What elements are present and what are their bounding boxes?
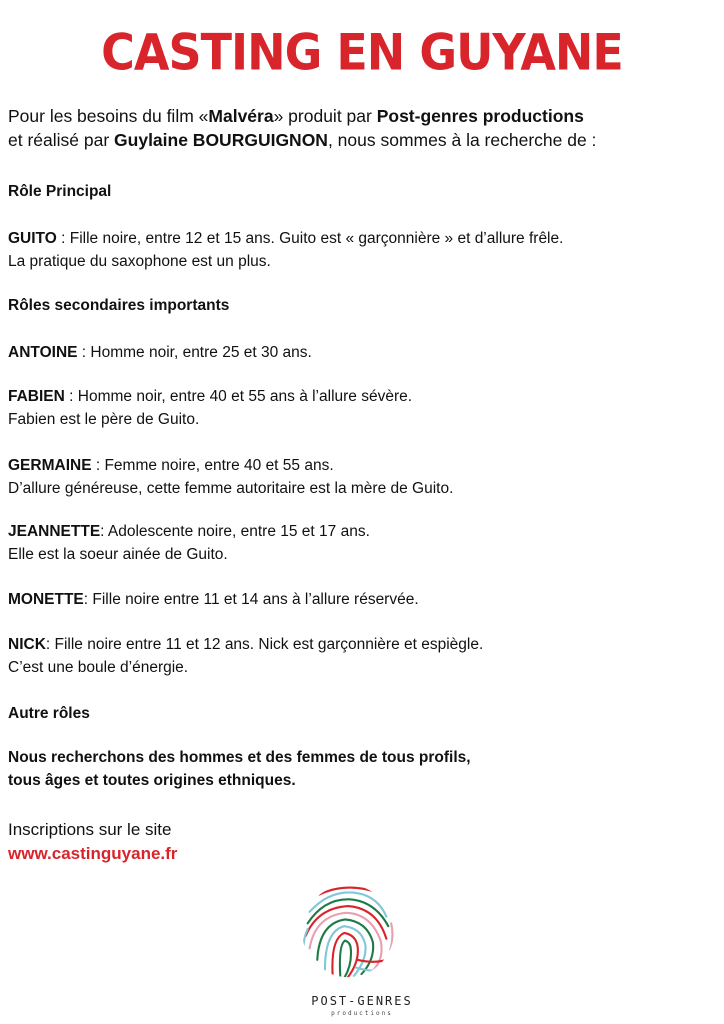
intro-paragraph [8,104,708,152]
role-description: Elle est la soeur ainée de Guito. [8,546,228,563]
intro-line-2 [8,128,708,152]
main-role-heading: Rôle Principal [8,183,112,200]
role-description: : Femme noire, entre 40 et 55 ans. [91,457,334,474]
secondary-roles-heading: Rôles secondaires importants [8,297,230,314]
role-description: : Homme noir, entre 25 et 30 ans. [77,344,312,361]
other-roles-line: tous âges et toutes origines ethniques. [8,772,296,789]
role-guito [8,227,708,273]
signup-label: Inscriptions sur le site [8,820,172,839]
role-description: Fabien est le père de Guito. [8,411,200,428]
intro-text: , nous sommes à la recherche de : [327,130,597,150]
other-roles-text [8,746,708,792]
intro-text: Pour les besoins du film « [8,106,209,126]
role-germaine [8,454,708,500]
role-name: GUITO [8,230,57,247]
signup-section [8,818,708,866]
intro-text: et réalisé par [8,130,115,150]
page-title: CASTING EN GUYANE [101,22,623,82]
intro-text: » produit par [273,106,377,126]
film-title: Malvéra [208,106,274,126]
fingerprint-logo-icon [300,883,396,979]
other-roles-line: Nous recherchons des hommes et des femmes de tous profils, [8,749,471,766]
role-antoine [8,341,708,364]
role-name: FABIEN [8,388,65,405]
role-description: : Fille noire entre 11 et 14 ans à l’allure réservée. [83,591,419,608]
role-fabien [8,385,708,431]
role-monette [8,588,708,611]
role-description: : Adolescente noire, entre 15 et 17 ans. [100,523,370,540]
signup-link[interactable]: www.castinguyane.fr [8,844,178,863]
role-name: NICK [8,636,46,653]
role-nick [8,633,708,679]
role-name: JEANNETTE [8,523,101,540]
role-description: C’est une boule d’énergie. [8,659,189,676]
role-description: D’allure généreuse, cette femme autoritaire est la mère de Guito. [8,480,454,497]
role-name: MONETTE [8,591,84,608]
intro-line-1 [8,104,708,128]
role-description: : Homme noir, entre 40 et 55 ans à l’allure sévère. [64,388,413,405]
producer-name: Post-genres productions [376,106,584,126]
director-name: Guylaine BOURGUIGNON [114,130,328,150]
role-description: La pratique du saxophone est un plus. [8,253,271,270]
brand-subtitle: productions [331,1010,393,1017]
role-name: GERMAINE [8,457,92,474]
role-jeannette [8,520,708,566]
other-roles-heading: Autre rôles [8,705,90,722]
brand-name: POST-GENRES [311,994,413,1008]
role-name: ANTOINE [8,344,78,361]
role-description: : Fille noire, entre 12 et 15 ans. Guito est « garçonnière » et d’allure frêle. [56,230,564,247]
role-description: : Fille noire entre 11 et 12 ans. Nick est garçonnière et espiègle. [45,636,484,653]
